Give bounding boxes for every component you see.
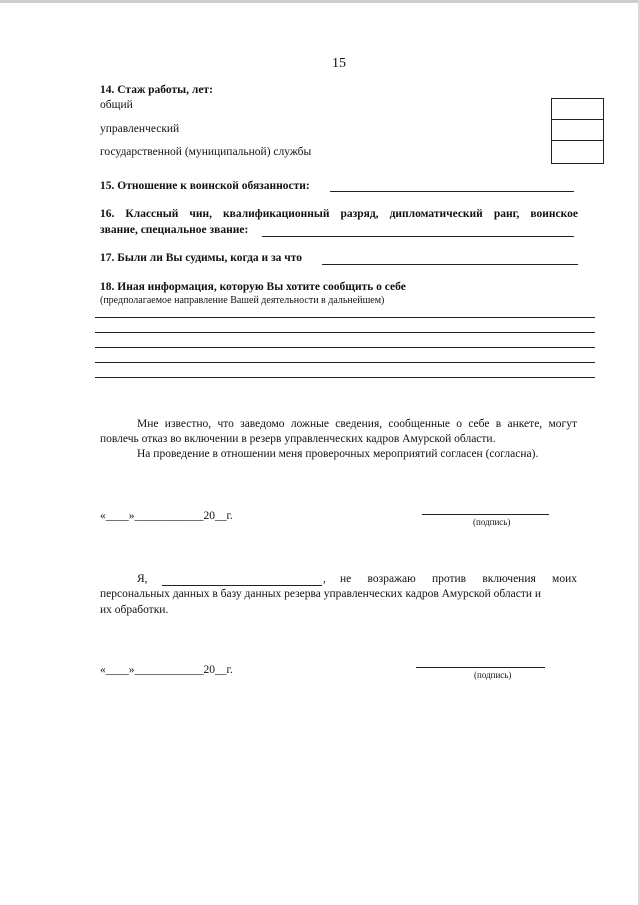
section-18-answer-line[interactable] (95, 362, 595, 363)
declaration-line-1: Мне известно, что заведомо ложные сведения, сообщенные о себе в анкете, могут (137, 418, 577, 430)
stazh-row-managerial: управленческий (100, 123, 180, 135)
section-14-title: 14. Стаж работы, лет: (100, 84, 213, 96)
section-15-answer-line[interactable] (330, 191, 574, 192)
section-15-title: 15. Отношение к воинской обязанности: (100, 180, 310, 192)
section-16-line-1: 16. Классный чин, квалификационный разряд, дипломатический ранг, воинское (100, 208, 578, 220)
section-17-answer-line[interactable] (322, 264, 578, 265)
section-16-line-2: звание, специальное звание: (100, 224, 249, 236)
section-17-title: 17. Были ли Вы судимы, когда и за что (100, 252, 303, 264)
declaration-line-2: повлечь отказ во включении в резерв управленческих кадров Амурской области. (100, 433, 496, 445)
stazh-input-table[interactable] (551, 98, 604, 164)
section-18-answer-line[interactable] (95, 347, 595, 348)
consent-line-1-rest: не возражаю против включения моих (340, 573, 577, 585)
section-18-answer-line[interactable] (95, 377, 595, 378)
page-number: 15 (332, 56, 346, 71)
declaration-line-3: На проведение в отношении меня проверочных мероприятий согласен (согласна). (137, 448, 539, 460)
section-18-answer-line[interactable] (95, 317, 595, 318)
signature-caption-1: (подпись) (473, 517, 511, 527)
consent-ya: Я, (137, 573, 148, 585)
stazh-input-civil-service[interactable] (552, 141, 603, 162)
stazh-row-civil-service: государственной (муниципальной) службы (100, 146, 312, 158)
consent-name-line[interactable] (162, 585, 322, 586)
consent-line-3: их обработки. (100, 604, 169, 616)
section-18-subtitle: (предполагаемое направление Вашей деятельности в дальнейшем) (100, 295, 385, 306)
stazh-input-total[interactable] (552, 99, 603, 120)
stazh-input-managerial[interactable] (552, 120, 603, 141)
scan-top-edge (0, 0, 640, 3)
consent-line-2: персональных данных в базу данных резерва управленческих кадров Амурской области и (100, 588, 542, 600)
date-field-1[interactable]: «____»____________20__г. (100, 510, 233, 522)
date-field-2[interactable]: «____»____________20__г. (100, 664, 233, 676)
signature-line-2[interactable] (416, 667, 545, 668)
stazh-row-total: общий (100, 99, 133, 111)
signature-line-1[interactable] (422, 514, 549, 515)
section-18-title: 18. Иная информация, которую Вы хотите сообщить о себе (100, 281, 406, 293)
signature-caption-2: (подпись) (474, 670, 512, 680)
section-18-answer-line[interactable] (95, 332, 595, 333)
consent-comma: , (323, 573, 326, 585)
section-16-answer-line[interactable] (262, 236, 574, 237)
